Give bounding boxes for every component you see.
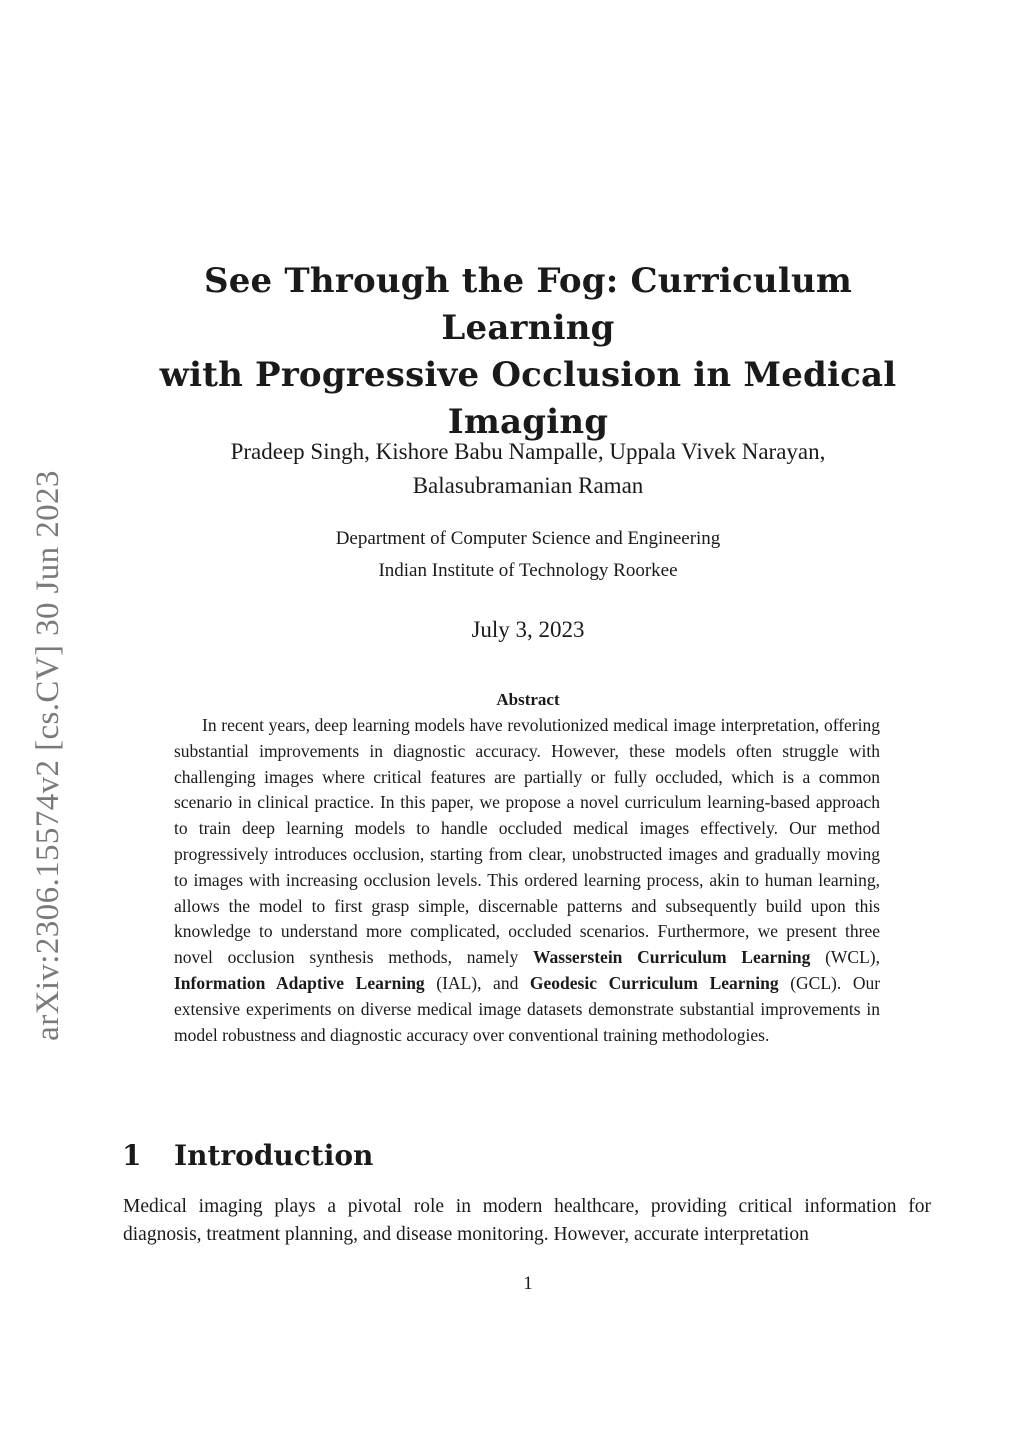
abstract-text-2: (WCL),	[825, 947, 880, 968]
arxiv-identifier-stamp	[28, 455, 68, 1055]
abstract-body	[174, 713, 880, 1048]
author-list	[120, 435, 936, 503]
arxiv-identifier-text: arXiv:2306.15574v2 [cs.CV] 30 Jun 2023	[29, 469, 66, 1041]
method-gcl: Geodesic Curriculum Learning	[529, 972, 779, 993]
abstract-text-3: (IAL), and	[436, 972, 519, 993]
title-line-1: See Through the Fog: Curriculum Learning	[203, 261, 853, 348]
abstract-heading: Abstract	[496, 690, 560, 709]
abstract-text-1: In recent years, deep learning models have revolutionized medical image interpretation, offering substantial improvements in diagnostic accuracy. However, these models often struggle with challenging images where critical features are partially or fully occluded, which is a common scenario in clinical practice. In this paper, we propose a novel curriculum learning-based approach to train deep learning models to handle occluded medical images effectively. Our method progressively introduces occlusion, starting from clear, unobstructed images and gradually moving to images with increasing occlusion levels. This ordered learning process, akin to human learning, allows the model to first grasp simple, discernable patterns and subsequently build upon this knowledge to understand more complicated, occluded scenarios. Furthermore, we present three novel occlusion synthesis methods, namely	[174, 715, 880, 968]
authors-line-1: Pradeep Singh, Kishore Babu Nampalle, Uppala Vivek Narayan,	[230, 439, 826, 464]
section-number: 1	[122, 1139, 142, 1172]
affiliation-department: Department of Computer Science and Engineering	[335, 528, 721, 549]
section-title: Introduction	[174, 1139, 374, 1172]
affiliation	[120, 523, 936, 587]
section-heading-introduction	[122, 1136, 373, 1176]
method-ial: Information Adaptive Learning	[174, 972, 425, 993]
title-line-2: with Progressive Occlusion in Medical	[159, 355, 897, 395]
affiliation-institute: Indian Institute of Technology Roorkee	[378, 560, 678, 581]
authors-line-2: Balasubramanian Raman	[412, 473, 644, 498]
abstract-text-4: (GCL). Our extensive experiments on diverse medical image datasets demonstrate substantial improvements in model robustness and diagnostic accuracy over conventional training methodologies.	[174, 972, 881, 1045]
title-line-3: Imaging	[447, 402, 609, 442]
paper-title	[120, 258, 936, 446]
method-wcl: Wasserstein Curriculum Learning	[532, 947, 811, 968]
introduction-paragraph: Medical imaging plays a pivotal role in modern healthcare, providing critical information for diagnosis, treatment planning, and disease monitoring. However, accurate interpretation	[123, 1196, 931, 1245]
publication-date: July 3, 2023	[471, 617, 585, 642]
page-number: 1	[523, 1273, 533, 1294]
